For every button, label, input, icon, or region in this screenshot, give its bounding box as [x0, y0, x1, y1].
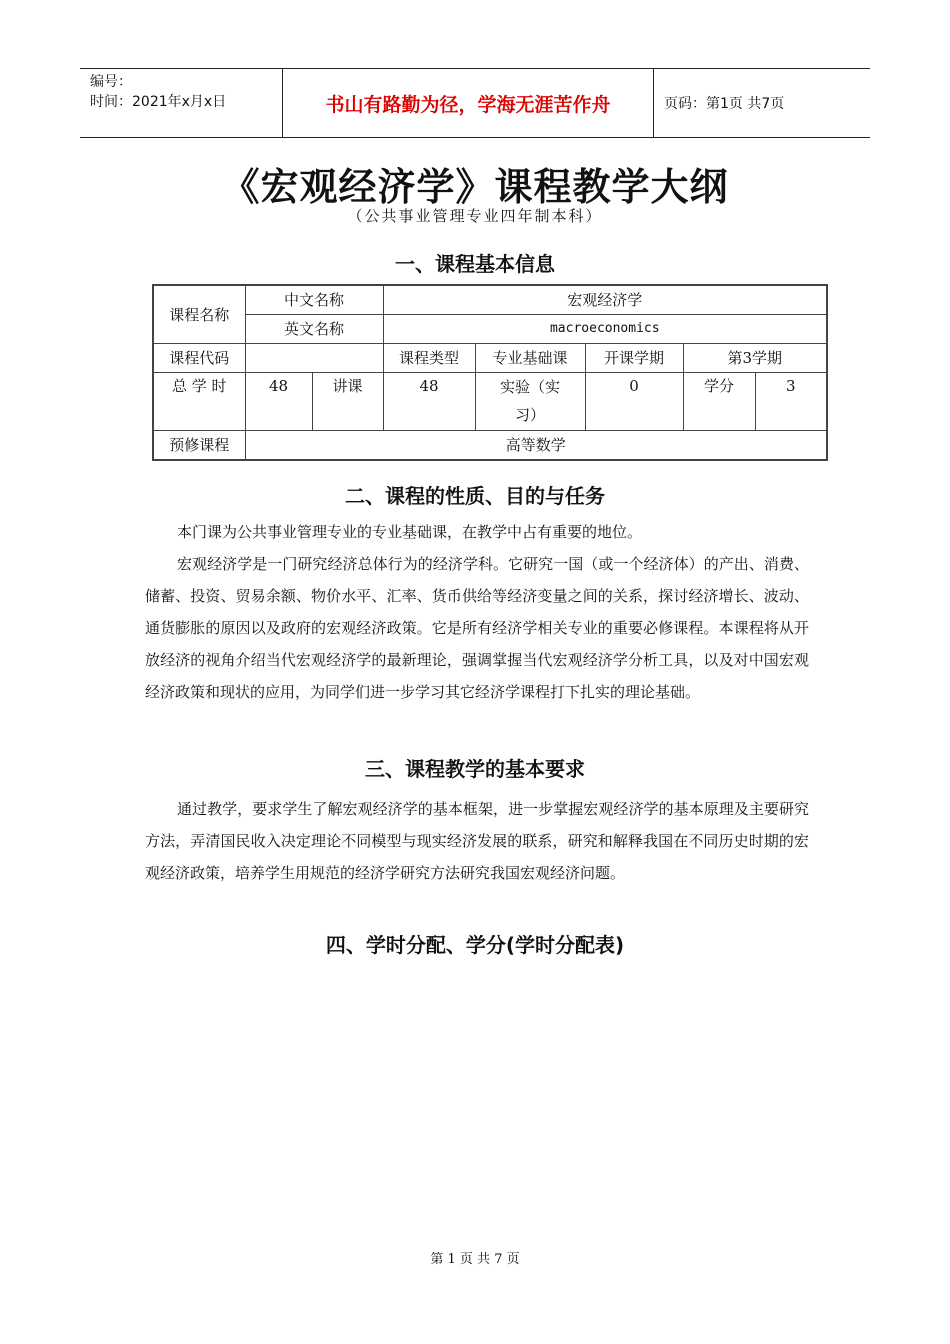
cn-name-label: 中文名称 [245, 285, 383, 315]
page-footer: 第 1 页 共 7 页 [430, 1252, 520, 1267]
course-code-value [245, 344, 383, 373]
section-3-body [145, 793, 809, 889]
total-hours-value: 48 [245, 373, 312, 431]
section-heading-4: 四、学时分配、学分(学时分配表) [325, 933, 625, 957]
total-hours-label: 总 学 时 [153, 373, 245, 431]
section-heading-2: 二、课程的性质、目的与任务 [345, 484, 605, 508]
course-type-label: 课程类型 [383, 344, 475, 373]
table-row [153, 315, 827, 344]
doc-time-label: 时间：2021年x月x日 [90, 94, 227, 110]
table-row [153, 431, 827, 461]
header-motto: 书山有路勤为径，学海无涯苦作舟 [282, 69, 654, 137]
term-value: 第3学期 [683, 344, 827, 373]
section-heading-3: 三、课程教学的基本要求 [365, 757, 585, 781]
course-code-label: 课程代码 [153, 344, 245, 373]
lecture-value: 48 [383, 373, 475, 431]
term-label: 开课学期 [585, 344, 683, 373]
document-subtitle: （公共事业管理专业四年制本科） [347, 207, 603, 225]
doc-code-label: 编号： [90, 74, 132, 90]
course-info-table [152, 284, 828, 461]
table-row [153, 373, 827, 431]
lecture-label: 讲课 [312, 373, 383, 431]
header-page-label: 页码：第1页 共7页 [664, 96, 785, 112]
header-meta [80, 69, 282, 137]
section-heading-1: 一、课程基本信息 [395, 252, 555, 276]
prereq-value: 高等数学 [245, 431, 827, 461]
course-name-label: 课程名称 [153, 285, 245, 344]
document-title: 《宏观经济学》课程教学大纲 [221, 165, 729, 209]
table-row [153, 285, 827, 315]
credit-label: 学分 [683, 373, 755, 431]
paragraph: 宏观经济学是一门研究经济总体行为的经济学科。它研究一国（或一个经济体）的产出、消费、储蓄、投资、贸易余额、物价水平、汇率、货币供给等经济变量之间的关系，探讨经济增长、波动、通货膨胀的原因以及政府的宏观经济政策。它是所有经济学相关专业的重要必修课程。本课程将从开放经济的视角介绍当代宏观经济学的最新理论，强调掌握当代宏观经济学分析工具，以及对中国宏观经济政策和现状的应用，为同学们进一步学习其它经济学课程打下扎实的理论基础。 [145, 555, 809, 701]
lab-value: 0 [585, 373, 683, 431]
course-type-value: 专业基础课 [475, 344, 585, 373]
page-header [80, 68, 870, 138]
credit-value: 3 [755, 373, 827, 431]
table-row [153, 344, 827, 373]
prereq-label: 预修课程 [153, 431, 245, 461]
paragraph: 通过教学，要求学生了解宏观经济学的基本框架，进一步掌握宏观经济学的基本原理及主要研究方法，弄清国民收入决定理论不同模型与现实经济发展的联系，研究和解释我国在不同历史时期的宏观经济政策，培养学生用规范的经济学研究方法研究我国宏观经济问题。 [145, 800, 809, 882]
en-name-value: macroeconomics [383, 315, 827, 344]
section-2-body [145, 516, 809, 708]
cn-name-value: 宏观经济学 [383, 285, 827, 315]
en-name-label: 英文名称 [245, 315, 383, 344]
lab-label: 实验（实习） [475, 373, 585, 431]
paragraph: 本门课为公共事业管理专业的专业基础课，在教学中占有重要的地位。 [177, 523, 643, 541]
